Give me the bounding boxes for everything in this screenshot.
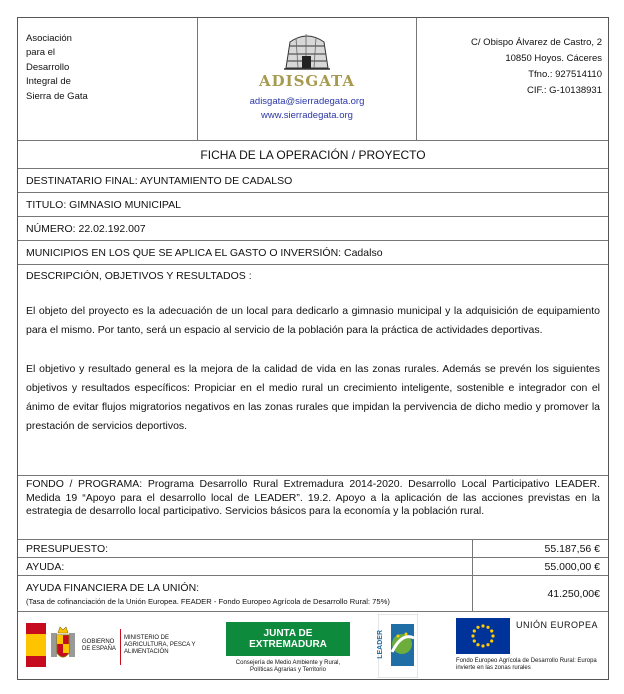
junta-extremadura-logo — [226, 622, 350, 672]
org-line: para el — [26, 47, 56, 59]
adisgata-logo-text: ADISGATA — [258, 72, 356, 90]
junta-subtitle: Consejería de Medio Ambiente y Rural, Políticas Agrarias y Territorio — [235, 660, 341, 673]
org-line: Integral de — [26, 76, 71, 88]
cofinanciacion-note: (Tasa de cofinanciación de la Unión Europea. FEADER - Fondo Europeo Agrícola de Desarrollo Rural: 75%) — [26, 596, 390, 606]
cif-line: CIF.: G-10138931 — [527, 85, 602, 96]
ayuda-ue-row — [18, 575, 608, 611]
gobierno-espana-logo — [26, 623, 202, 669]
ue-subtitle: Fondo Europeo Agrícola de Desarrollo Rural: Europa invierte en las zonas rurales — [456, 658, 597, 671]
ue-label: UNIÓN EUROPEA — [516, 620, 599, 630]
fondo-programa: FONDO / PROGRAMA: Programa Desarrollo Rural Extremadura 2014-2020. Desarrollo Local Participativo LEADER. Medida 19 “Apoyo para el desarrollo local de LEADER”. 19.2. Apoyo a la aplicación de las acciones previstas en la estrategia de desarrollo local participativo. Servicios básicos para la economía y la población rural. — [18, 475, 608, 539]
sheet-title: FICHA DE LA OPERACIÓN / PROYECTO — [18, 140, 608, 168]
ayuda-label: AYUDA: — [26, 560, 65, 573]
spain-flag-icon — [26, 623, 46, 667]
descripcion-heading: DESCRIPCIÓN, OBJETIVOS Y RESULTADOS : — [26, 270, 252, 282]
presupuesto-row — [18, 539, 608, 557]
phone-line: Tfno.: 927514110 — [528, 69, 602, 80]
presupuesto-label: PRESUPUESTO: — [26, 542, 109, 555]
leader-emblem-icon — [378, 614, 418, 678]
titulo-row: TITULO: GIMNASIO MUNICIPAL — [18, 192, 608, 216]
descripcion-paragraph-2: El objetivo y resultado general es la mejora de la calidad de vida en las zonas rurales. Además se prevén los siguientes objetivos y resultados específicos: Propiciar en el medio rural un crecimiento inteligente, sostenible e integrador con el ánimo de evitar flujos migratorios negativos en las zonas rurales que impidan la pervivencia de dicho medio y promover la prestación de servicios deportivos. — [26, 363, 600, 432]
ayuda-ue-label-block — [18, 576, 472, 611]
org-name — [18, 18, 197, 140]
operation-sheet — [17, 17, 609, 680]
adisgata-logo-block — [197, 18, 417, 140]
leader-label: LEADER — [377, 630, 384, 659]
divider — [120, 629, 121, 665]
numero-row: NÚMERO: 22.02.192.007 — [18, 216, 608, 240]
funding-logos — [18, 611, 608, 679]
municipios-row: MUNICIPIOS EN LOS QUE SE APLICA EL GASTO O INVERSIÓN: Cadalso — [18, 240, 608, 264]
email-link[interactable]: adisgata@sierradegata.org — [249, 96, 365, 107]
gobierno-label: GOBIERNO DE ESPAÑA — [82, 639, 116, 652]
address-line: C/ Obispo Álvarez de Castro, 2 — [471, 37, 602, 48]
presupuesto-value: 55.187,56 € — [472, 540, 608, 557]
leader-logo — [378, 614, 418, 678]
ayuda-row — [18, 557, 608, 575]
stone-hut-icon — [282, 28, 332, 70]
descripcion-section — [18, 264, 608, 475]
org-line: Desarrollo — [26, 61, 70, 73]
destinatario-row: DESTINATARIO FINAL: AYUNTAMIENTO DE CADALSO — [18, 168, 608, 192]
address-block — [417, 18, 608, 140]
web-link[interactable]: www.sierradegata.org — [261, 110, 353, 121]
coat-of-arms-icon — [48, 623, 78, 667]
ministerio-label: MINISTERIO DE AGRICULTURA, PESCA Y ALIMENTACIÓN — [124, 635, 196, 655]
ayuda-ue-value: 41.250,00€ — [472, 576, 608, 611]
junta-banner: JUNTA DE EXTREMADURA — [226, 622, 350, 656]
ayuda-ue-label: AYUDA FINANCIERA DE LA UNIÓN: — [26, 581, 200, 594]
eu-flag-icon — [456, 618, 510, 654]
descripcion-paragraph-1: El objeto del proyecto es la adecuación de un local para dedicarlo a gimnasio municipal y la adquisición de equipamiento para el mismo. Por tanto, será un espacio al servicio de la población para la práctica de actividades deportivas. — [26, 305, 600, 336]
org-line: Sierra de Gata — [26, 90, 88, 102]
address-line: 10850 Hoyos. Cáceres — [505, 53, 602, 64]
ayuda-value: 55.000,00 € — [472, 558, 608, 575]
union-europea-logo — [456, 618, 601, 676]
header — [18, 18, 608, 140]
org-line: Asociación — [26, 33, 72, 44]
